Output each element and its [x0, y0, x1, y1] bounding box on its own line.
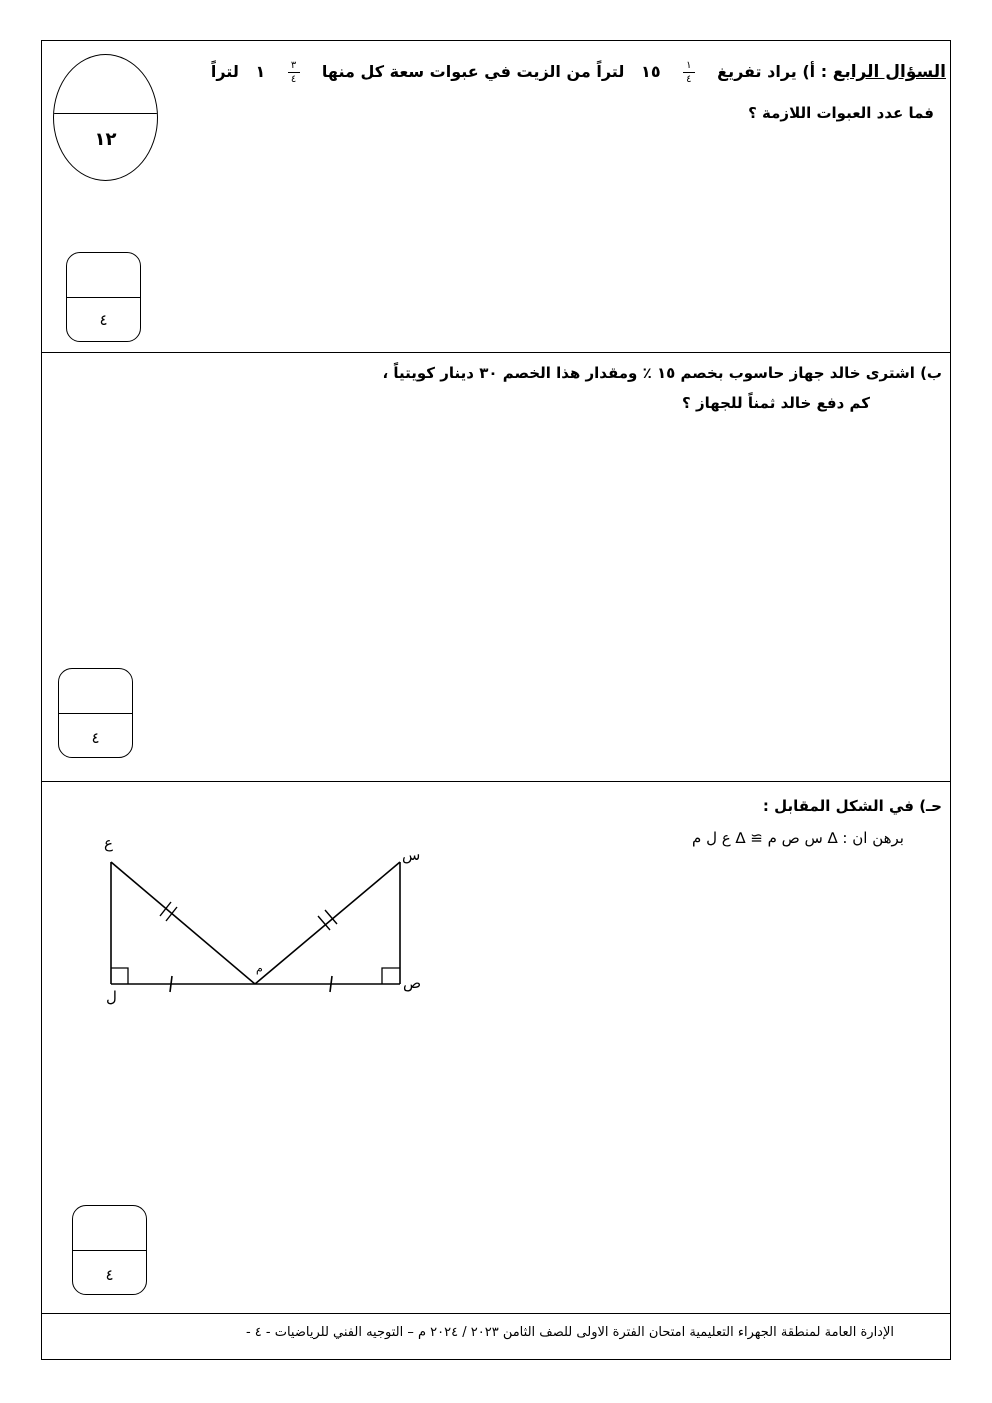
part-b-mark: ٤: [91, 729, 100, 747]
part-a-label: أ): [802, 62, 816, 81]
page-border: [41, 40, 951, 1360]
triangles-figure: [90, 830, 440, 1010]
part-a-text2: لتراً من الزيت في عبوات سعة كل منها: [321, 62, 625, 81]
part-a-mark: ٤: [99, 311, 108, 329]
heading-separator: :: [820, 62, 828, 81]
part-a-text3: لتراً: [210, 62, 239, 81]
part-a-line2: فما عدد العبوات اللازمة ؟: [748, 104, 934, 122]
divider-a-b: [41, 352, 951, 353]
divider-b-c: [41, 781, 951, 782]
part-a-mark-box: [66, 252, 141, 342]
whole-fifteen: ١٥: [641, 62, 661, 81]
total-score: ١٢: [94, 129, 117, 150]
total-score-oval: [53, 54, 158, 181]
label-meem: م: [256, 962, 263, 975]
part-a-line1: [211, 60, 946, 85]
label-sad: ص: [403, 974, 422, 992]
part-b-line2: كم دفع خالد ثمناً للجهاز ؟: [682, 394, 870, 412]
part-a-text1: يراد تفريغ: [717, 62, 797, 81]
label-lam: ل: [106, 988, 117, 1006]
part-b-mark-box: [58, 668, 133, 758]
label-seen: س: [402, 846, 421, 864]
part-c-mark: ٤: [105, 1266, 114, 1284]
fraction-one-quarter: $\frac{١}{٤}$: [683, 60, 695, 85]
label-ain: ع: [104, 834, 113, 852]
part-c-line2: برهن ان : ∆ س ص م ≅ ∆ ع ل م: [692, 829, 904, 847]
footer-text: الإدارة العامة لمنطقة الجهراء التعليمية امتحان الفترة الاولى للصف الثامن ٢٠٢٣ / ٢٠٢٤ م – التوجيه الفني للرياضيات - ٤ -: [245, 1325, 894, 1340]
part-c-line1: حـ) في الشكل المقابل :: [762, 797, 942, 815]
divider-footer: [41, 1313, 951, 1314]
part-c-mark-box: [72, 1205, 147, 1295]
whole-one: ١: [255, 62, 266, 81]
question-heading: السؤال الرابع: [832, 62, 946, 82]
fraction-three-quarters: $\frac{٣}{٤}$: [288, 60, 300, 85]
part-b-line1: ب) اشترى خالد جهاز حاسوب بخصم ١٥ ٪ ومقدار هذا الخصم ٣٠ دينار كويتياً ،: [382, 364, 942, 382]
